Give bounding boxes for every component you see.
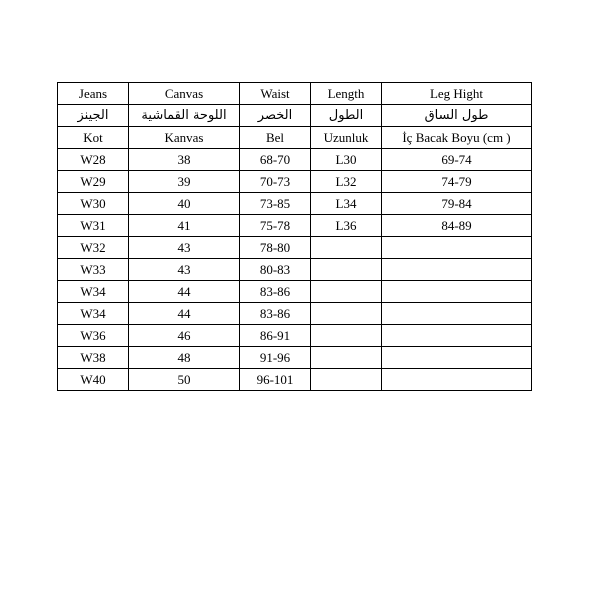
cell-empty: [382, 237, 532, 259]
table-header-row-english: [58, 83, 532, 105]
cell-empty: [311, 259, 382, 281]
cell-length: L36: [311, 215, 382, 237]
cell-canvas: 50: [129, 369, 240, 391]
cell-waist: 96-101: [240, 369, 311, 391]
size-chart-container: [57, 82, 532, 391]
cell-empty: [382, 347, 532, 369]
cell-waist: 83-86: [240, 303, 311, 325]
cell-jeans: W38: [58, 347, 129, 369]
cell-empty: [382, 259, 532, 281]
cell-leg: 74-79: [382, 171, 532, 193]
table-row: [58, 259, 532, 281]
cell-canvas: 38: [129, 149, 240, 171]
cell-length: L30: [311, 149, 382, 171]
table-row: [58, 171, 532, 193]
cell-empty: [311, 369, 382, 391]
cell-canvas: 44: [129, 281, 240, 303]
table-row: [58, 237, 532, 259]
cell-jeans: W40: [58, 369, 129, 391]
cell-canvas: 39: [129, 171, 240, 193]
cell-empty: [382, 325, 532, 347]
header-leg-ar: طول الساق: [382, 105, 532, 127]
cell-empty: [311, 347, 382, 369]
cell-canvas: 41: [129, 215, 240, 237]
cell-waist: 68-70: [240, 149, 311, 171]
cell-waist: 70-73: [240, 171, 311, 193]
cell-canvas: 48: [129, 347, 240, 369]
table-row: [58, 149, 532, 171]
cell-canvas: 40: [129, 193, 240, 215]
cell-jeans: W31: [58, 215, 129, 237]
cell-jeans: W28: [58, 149, 129, 171]
cell-canvas: 46: [129, 325, 240, 347]
cell-waist: 80-83: [240, 259, 311, 281]
cell-jeans: W29: [58, 171, 129, 193]
cell-jeans: W34: [58, 303, 129, 325]
cell-waist: 86-91: [240, 325, 311, 347]
cell-empty: [311, 281, 382, 303]
header-leg-tr: İç Bacak Boyu (cm ): [382, 127, 532, 149]
cell-empty: [311, 303, 382, 325]
header-waist-en: Waist: [240, 83, 311, 105]
cell-jeans: W34: [58, 281, 129, 303]
table-row: [58, 303, 532, 325]
cell-waist: 75-78: [240, 215, 311, 237]
cell-empty: [382, 303, 532, 325]
header-canvas-en: Canvas: [129, 83, 240, 105]
cell-waist: 78-80: [240, 237, 311, 259]
cell-jeans: W36: [58, 325, 129, 347]
cell-length: L32: [311, 171, 382, 193]
header-jeans-en: Jeans: [58, 83, 129, 105]
header-length-tr: Uzunluk: [311, 127, 382, 149]
table-row: [58, 347, 532, 369]
cell-empty: [382, 369, 532, 391]
header-length-en: Length: [311, 83, 382, 105]
header-canvas-tr: Kanvas: [129, 127, 240, 149]
header-waist-tr: Bel: [240, 127, 311, 149]
cell-empty: [311, 237, 382, 259]
header-waist-ar: الخصر: [240, 105, 311, 127]
size-chart-table: [57, 82, 532, 391]
table-header-row-turkish: [58, 127, 532, 149]
header-leg-en: Leg Hight: [382, 83, 532, 105]
table-row: [58, 369, 532, 391]
cell-empty: [382, 281, 532, 303]
cell-canvas: 43: [129, 237, 240, 259]
table-row: [58, 193, 532, 215]
cell-leg: 69-74: [382, 149, 532, 171]
table-header-row-arabic: [58, 105, 532, 127]
header-jeans-ar: الجينز: [58, 105, 129, 127]
table-row: [58, 215, 532, 237]
table-row: [58, 325, 532, 347]
cell-empty: [311, 325, 382, 347]
table-row: [58, 281, 532, 303]
cell-leg: 79-84: [382, 193, 532, 215]
header-jeans-tr: Kot: [58, 127, 129, 149]
cell-canvas: 43: [129, 259, 240, 281]
cell-jeans: W33: [58, 259, 129, 281]
header-length-ar: الطول: [311, 105, 382, 127]
cell-waist: 91-96: [240, 347, 311, 369]
cell-canvas: 44: [129, 303, 240, 325]
cell-waist: 83-86: [240, 281, 311, 303]
cell-jeans: W30: [58, 193, 129, 215]
cell-waist: 73-85: [240, 193, 311, 215]
cell-length: L34: [311, 193, 382, 215]
cell-leg: 84-89: [382, 215, 532, 237]
cell-jeans: W32: [58, 237, 129, 259]
header-canvas-ar: اللوحة القماشية: [129, 105, 240, 127]
